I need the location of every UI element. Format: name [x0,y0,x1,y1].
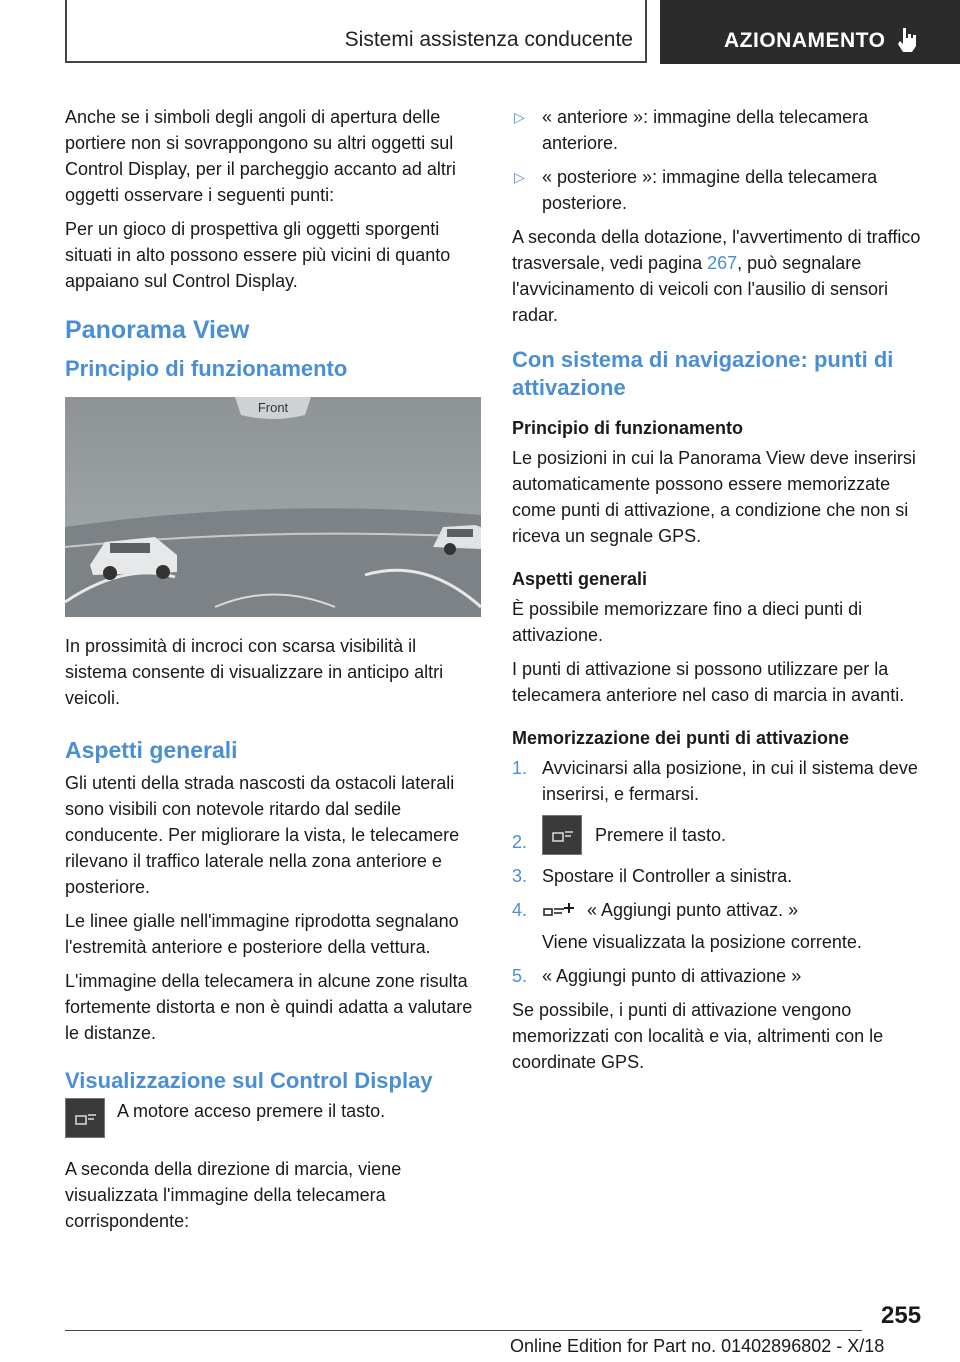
triangle-bullet-icon: ▷ [514,169,525,185]
step-item: 4. « Aggiungi punto attivaz. » Viene visualizzata la posizione corrente. [512,897,928,955]
list-item: ▷ « posteriore »: immagine della telecamera posteriore. [512,164,928,216]
page-number: 255 [881,1302,922,1329]
paragraph: Le posizioni in cui la Panorama View deve inserirsi automaticamente possono essere memorizzate come punti di attivazione, a condizione che non si riceva un segnale GPS. [512,448,916,546]
panorama-view-button-icon [542,815,582,855]
camera-label: Front [257,400,289,415]
triangle-bullet-icon: ▷ [514,109,525,125]
paragraph: Le linee gialle nell'immagine riprodotta segnalano l'estremità anteriore e posteriore della vettura. [65,911,459,957]
heading-visualizzazione: Visualizzazione sul Control Display [65,1068,433,1093]
footer-edition: Online Edition for Part no. 01402896802 - X/18 [510,1336,885,1356]
hand-pointer-icon [894,26,920,54]
step-item: 2. Premere il tasto. [512,815,928,855]
page-link[interactable]: 267 [707,253,738,273]
camera-image [65,397,481,617]
section-tab [65,0,647,63]
paragraph: A motore acceso premere il tasto. [117,1101,386,1121]
step-item: 5. « Aggiungi punto di attivazione » [512,966,802,986]
paragraph: Per un gioco di prospettiva gli oggetti sporgenti situati in alto possono essere più vicini di quanto appaiano sul Control Display. [65,219,451,291]
paragraph: Se possibile, i punti di attivazione vengono memorizzati con località e via, altrimenti con le coordinate GPS. [512,1000,884,1072]
heading-navigazione: Con sistema di navigazione: punti di attivazione [512,347,894,400]
paragraph: Gli utenti della strada nascosti da ostacoli laterali sono visibili con notevole ritardo dal sedile conducente. Per migliorare la vista, le telecamere rilevano il traffico laterale nella zona anteriore e posteriore. [65,773,460,897]
paragraph: Anche se i simboli degli angoli di apertura delle portiere non si sovrappongono su altri oggetti sul Control Display, per il parcheggio accanto ad altri oggetti osservare i seguenti punti: [65,107,456,205]
subheading-principio: Principio di funzionamento [512,418,743,438]
add-activation-point-icon [542,901,576,921]
right-column [512,104,928,1083]
subheading-aspetti: Aspetti generali [512,569,648,589]
paragraph: A seconda della direzione di marcia, viene visualizzata l'immagine della telecamera corrispondente: [65,1159,402,1231]
step-subtext: Viene visualizzata la posizione corrente. [542,932,862,952]
heading-principio: Principio di funzionamento [65,356,348,381]
page-header [0,0,960,66]
list-item: ▷ « anteriore »: immagine della telecamera anteriore. [512,104,928,156]
step-item: 3. Spostare il Controller a sinistra. [512,866,793,886]
heading-aspetti: Aspetti generali [65,737,238,763]
panorama-view-button-icon [65,1098,105,1138]
heading-panorama-view: Panorama View [65,316,250,344]
paragraph: In prossimità di incroci con scarsa visibilità il sistema consente di visualizzare in anticipo altri veicoli. [65,636,444,708]
step-item: 1. Avvicinarsi alla posizione, in cui il sistema deve inserirsi, e fermarsi. [512,758,918,804]
paragraph: I punti di attivazione si possono utilizzare per la telecamera anteriore nel caso di marcia in avanti. [512,659,905,705]
subheading-memorizzazione: Memorizzazione dei punti di attivazione [512,728,850,748]
chapter-tab [660,0,960,64]
footer-divider [65,1330,862,1331]
button-instruction [65,1098,481,1144]
paragraph: L'immagine della telecamera in alcune zone risulta fortemente distorta e non è quindi adatta a valutare le distanze. [65,971,473,1043]
left-column [65,104,481,1242]
paragraph: È possibile memorizzare fino a dieci punti di attivazione. [512,599,863,645]
section-title: Sistemi assistenza conducente [344,28,633,51]
paragraph: A seconda della dotazione, l'avvertimento di traffico trasversale, vedi pagina 267, può segnalare l'avvicinamento di veicoli con l'ausilio di sensori radar. [512,227,921,325]
chapter-title: AZIONAMENTO [724,29,886,52]
